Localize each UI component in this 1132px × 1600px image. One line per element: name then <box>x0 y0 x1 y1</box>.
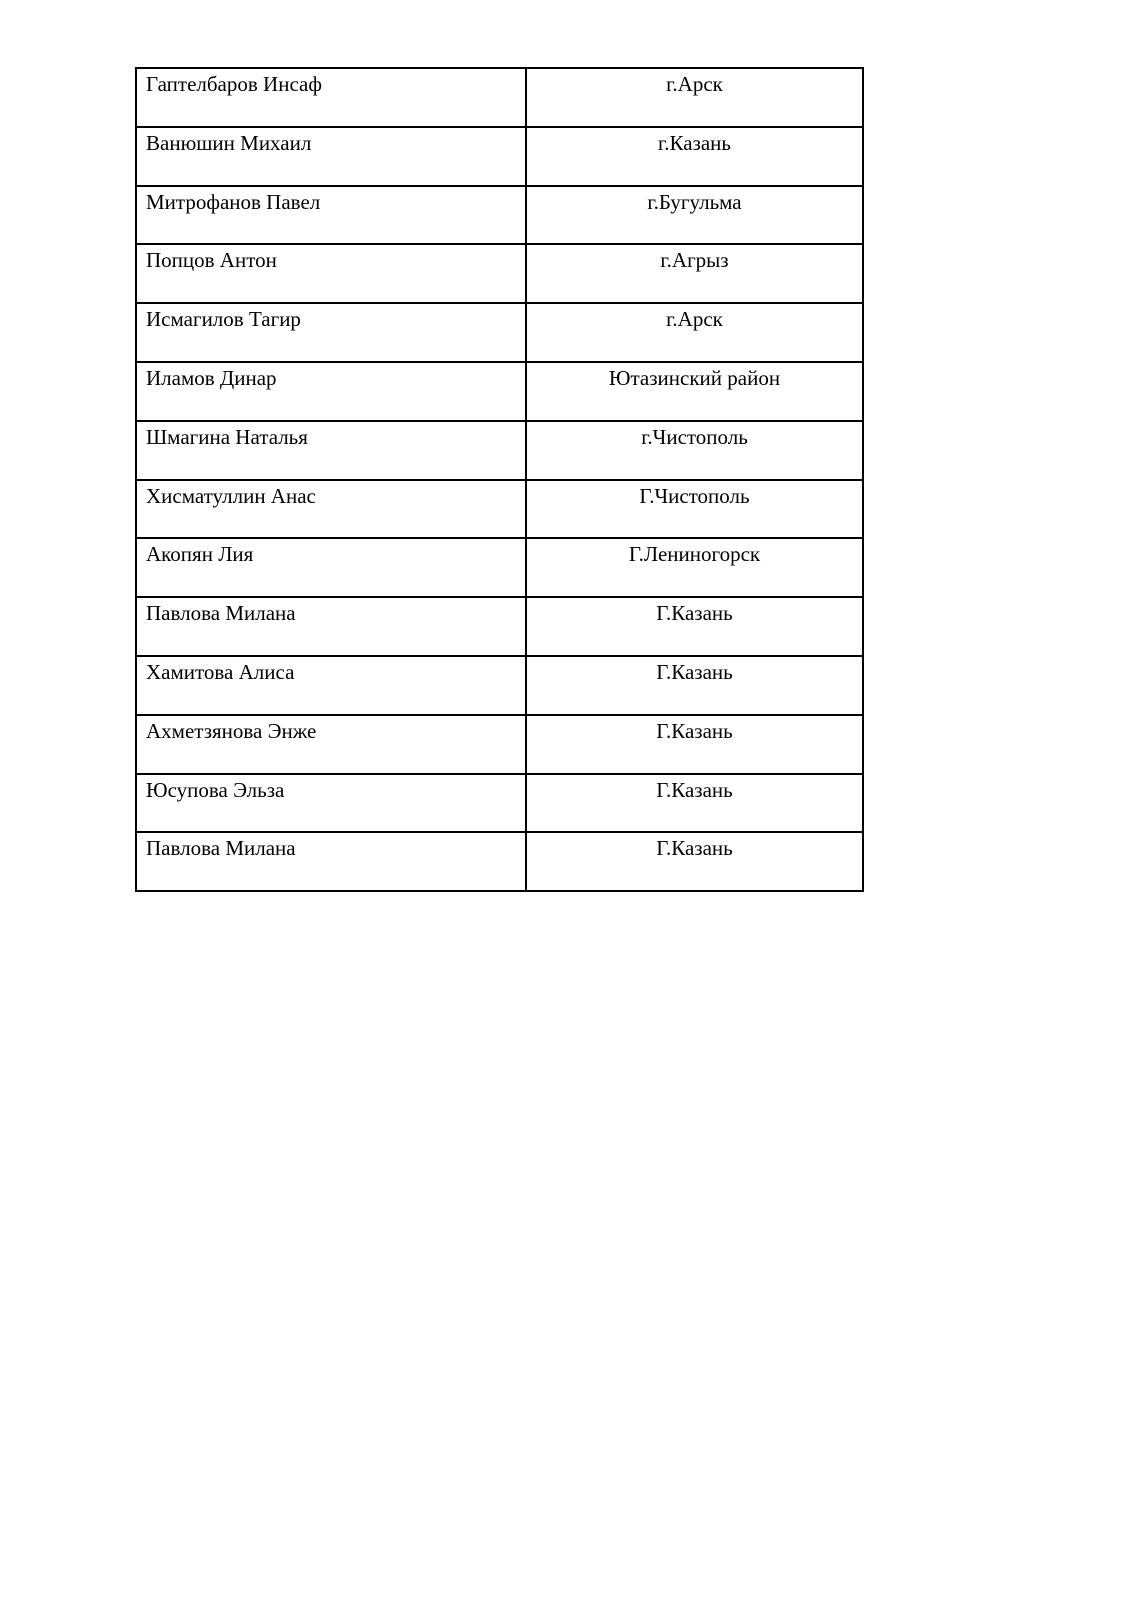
participant-city-cell: Г.Казань <box>526 597 863 656</box>
participant-city-cell: Г.Казань <box>526 715 863 774</box>
table-row <box>136 597 863 656</box>
participant-city-cell: Г.Казань <box>526 656 863 715</box>
participant-city-cell: Г.Лениногорск <box>526 538 863 597</box>
table-row <box>136 832 863 891</box>
table-row <box>136 421 863 480</box>
table-row <box>136 68 863 127</box>
table-row <box>136 538 863 597</box>
participant-name-cell: Хисматуллин Анас <box>136 480 526 539</box>
participant-name-cell: Ахметзянова Энже <box>136 715 526 774</box>
table-row <box>136 774 863 833</box>
participant-name-cell: Иламов Динар <box>136 362 526 421</box>
participants-table-body <box>136 68 863 891</box>
participant-city-cell: г.Арск <box>526 68 863 127</box>
participant-city-cell: Г.Чистополь <box>526 480 863 539</box>
participant-city-cell: г.Агрыз <box>526 244 863 303</box>
table-row <box>136 480 863 539</box>
table-row <box>136 656 863 715</box>
participant-city-cell: г.Казань <box>526 127 863 186</box>
table-row <box>136 715 863 774</box>
table-row <box>136 244 863 303</box>
participant-name-cell: Шмагина Наталья <box>136 421 526 480</box>
participant-city-cell: Ютазинский район <box>526 362 863 421</box>
table-row <box>136 303 863 362</box>
participant-name-cell: Хамитова Алиса <box>136 656 526 715</box>
participant-name-cell: Исмагилов Тагир <box>136 303 526 362</box>
participant-name-cell: Павлова Милана <box>136 597 526 656</box>
participant-city-cell: Г.Казань <box>526 832 863 891</box>
table-row <box>136 127 863 186</box>
participant-name-cell: Митрофанов Павел <box>136 186 526 245</box>
participant-name-cell: Попцов Антон <box>136 244 526 303</box>
participant-city-cell: г.Чистополь <box>526 421 863 480</box>
participant-city-cell: г.Арск <box>526 303 863 362</box>
participant-name-cell: Юсупова Эльза <box>136 774 526 833</box>
table-row <box>136 186 863 245</box>
participants-table <box>135 67 864 892</box>
participant-name-cell: Гаптелбаров Инсаф <box>136 68 526 127</box>
participant-name-cell: Павлова Милана <box>136 832 526 891</box>
participant-name-cell: Ванюшин Михаил <box>136 127 526 186</box>
participant-city-cell: г.Бугульма <box>526 186 863 245</box>
participant-city-cell: Г.Казань <box>526 774 863 833</box>
table-row <box>136 362 863 421</box>
participant-name-cell: Акопян Лия <box>136 538 526 597</box>
